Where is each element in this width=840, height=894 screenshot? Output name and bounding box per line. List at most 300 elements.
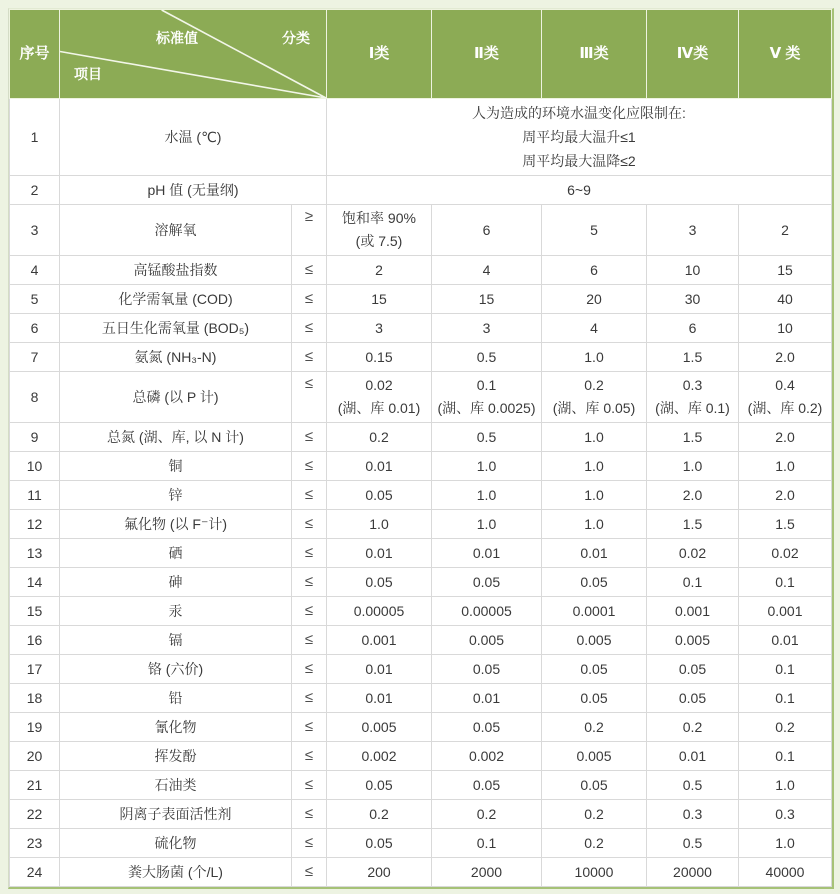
operator-cell: ≤ [292, 423, 327, 452]
value-line: 0.005 [361, 719, 397, 735]
row-number-cell: 21 [10, 771, 60, 800]
operator-cell: ≤ [292, 314, 327, 343]
row-number-cell: 5 [10, 285, 60, 314]
table-row [10, 800, 832, 829]
value-cell [432, 423, 542, 452]
value-line: 10000 [574, 864, 614, 880]
value-cell [739, 626, 832, 655]
value-cell [647, 256, 739, 285]
value-line: 1.0 [775, 835, 795, 851]
table-row [10, 858, 832, 887]
value-line: 0.1 [775, 574, 795, 590]
value-cell [739, 829, 832, 858]
water-quality-standards-table [9, 9, 832, 887]
value-cell [739, 256, 832, 285]
item-name-cell: 挥发酚 [60, 742, 292, 771]
value-cell [542, 742, 647, 771]
value-line: 30 [684, 291, 701, 307]
value-cell [739, 205, 832, 256]
header-index-cell: 序号 [10, 10, 60, 99]
table-row [10, 481, 832, 510]
item-name-cell: 高锰酸盐指数 [60, 256, 292, 285]
value-line: 20000 [673, 864, 712, 880]
value-cell [647, 800, 739, 829]
value-line: 0.001 [767, 603, 803, 619]
item-name-cell: 水温 (℃) [60, 99, 327, 176]
value-cell [327, 314, 432, 343]
header-class-4: Ⅳ类 [647, 10, 739, 99]
value-cell [739, 423, 832, 452]
operator-cell: ≤ [292, 372, 327, 423]
value-line: 0.05 [580, 661, 608, 677]
header-class-2: Ⅱ类 [432, 10, 542, 99]
table-row [10, 510, 832, 539]
value-line: 0.002 [361, 748, 397, 764]
item-name-cell: 锌 [60, 481, 292, 510]
value-cell [542, 800, 647, 829]
header-diagonal-cell [60, 10, 327, 99]
value-line: 2 [781, 222, 789, 238]
item-name-cell: 总氮 (湖、库, 以 N 计) [60, 423, 292, 452]
value-line: 15 [371, 291, 387, 307]
value-line: 3 [482, 320, 491, 336]
value-line: 0.2 [775, 719, 795, 735]
value-line: 20 [586, 291, 602, 307]
item-name-cell: 硒 [60, 539, 292, 568]
value-line: 0.01 [365, 690, 393, 706]
value-cell [432, 626, 542, 655]
header-item-label: 项目 [74, 66, 102, 82]
value-cell [542, 713, 647, 742]
value-cell [647, 597, 739, 626]
operator-cell: ≤ [292, 800, 327, 829]
header-class-3: Ⅲ类 [542, 10, 647, 99]
table-row [10, 343, 832, 372]
value-cell [327, 205, 432, 256]
value-cell [739, 343, 832, 372]
value-cell [542, 684, 647, 713]
value-line: 0.1 [775, 748, 795, 764]
table-row [10, 539, 832, 568]
value-line: 0.01 [365, 545, 393, 561]
value-cell [739, 481, 832, 510]
value-line: 15 [478, 291, 495, 307]
value-line: 1.5 [775, 516, 795, 532]
value-line: 6 [482, 222, 491, 238]
value-cell [327, 626, 432, 655]
value-cell [647, 510, 739, 539]
table-row [10, 314, 832, 343]
item-name-cell: 氨氮 (NH₃-N) [60, 343, 292, 372]
value-cell [542, 481, 647, 510]
item-name-cell: 镉 [60, 626, 292, 655]
value-line: 0.05 [365, 835, 393, 851]
row-number-cell: 22 [10, 800, 60, 829]
value-cell [327, 568, 432, 597]
item-name-cell: 五日生化需氧量 (BOD₅) [60, 314, 292, 343]
value-line: 0.01 [678, 748, 707, 764]
value-line: 0.5 [682, 777, 703, 793]
table-row [10, 742, 832, 771]
value-line: (湖、库 0.2) [747, 400, 823, 416]
value-cell [327, 771, 432, 800]
value-line: 0.1 [682, 574, 703, 590]
value-line: 1.0 [775, 777, 795, 793]
value-cell [542, 256, 647, 285]
row-number-cell: 16 [10, 626, 60, 655]
item-name-cell: 铅 [60, 684, 292, 713]
value-cell [739, 314, 832, 343]
table-row [10, 285, 832, 314]
value-cell [647, 626, 739, 655]
value-cell [542, 452, 647, 481]
value-cell [542, 372, 647, 423]
value-line: 3 [375, 320, 383, 336]
value-line: 2000 [470, 864, 503, 880]
diagonal-split-lines [60, 10, 326, 98]
value-line: 0.1 [476, 835, 497, 851]
value-cell [647, 314, 739, 343]
value-line: 0.01 [365, 661, 393, 677]
value-line: 0.5 [476, 349, 497, 365]
value-cell [647, 742, 739, 771]
value-cell [542, 771, 647, 800]
value-cell [739, 372, 832, 423]
value-line: 1.0 [682, 458, 703, 474]
row-number-cell: 6 [10, 314, 60, 343]
row-number-cell: 9 [10, 423, 60, 452]
value-cell [739, 713, 832, 742]
table-row [10, 771, 832, 800]
table-row [10, 626, 832, 655]
value-cell [647, 684, 739, 713]
value-cell [542, 858, 647, 887]
item-name-cell: 砷 [60, 568, 292, 597]
operator-cell: ≤ [292, 626, 327, 655]
merged-line: 人为造成的环境水温变化应限制在: [472, 105, 686, 121]
value-line: 2.0 [775, 429, 795, 445]
value-line: 0.005 [468, 632, 505, 648]
value-cell [647, 829, 739, 858]
item-name-cell: 阴离子表面活性剂 [60, 800, 292, 829]
value-line: 0.05 [472, 777, 501, 793]
item-name-cell: 化学需氧量 (COD) [60, 285, 292, 314]
value-cell [647, 858, 739, 887]
value-line: 5 [590, 222, 598, 238]
value-cell [432, 713, 542, 742]
row-number-cell: 1 [10, 99, 60, 176]
value-cell [327, 481, 432, 510]
value-line: 0.1 [775, 661, 795, 677]
table-row [10, 829, 832, 858]
value-line: 0.0001 [572, 603, 616, 619]
value-cell [432, 597, 542, 626]
value-line: 0.005 [576, 632, 612, 648]
value-line: 0.2 [584, 377, 604, 393]
table-row [10, 205, 832, 256]
value-cell [647, 481, 739, 510]
row-number-cell: 4 [10, 256, 60, 285]
value-line: (湖、库 0.05) [552, 400, 636, 416]
value-cell [432, 539, 542, 568]
row-number-cell: 15 [10, 597, 60, 626]
value-cell [542, 510, 647, 539]
row-number-cell: 11 [10, 481, 60, 510]
value-line: 2.0 [682, 487, 703, 503]
table-row [10, 176, 832, 205]
value-cell [432, 314, 542, 343]
value-cell [542, 343, 647, 372]
value-cell [739, 539, 832, 568]
value-cell [647, 452, 739, 481]
value-cell [542, 314, 647, 343]
item-name-cell: 石油类 [60, 771, 292, 800]
operator-cell: ≤ [292, 858, 327, 887]
value-cell [327, 510, 432, 539]
value-line: 0.01 [365, 458, 393, 474]
value-line: 0.001 [361, 632, 397, 648]
value-cell [327, 829, 432, 858]
item-name-cell: 铬 (六价) [60, 655, 292, 684]
value-line: 0.05 [580, 574, 608, 590]
value-line: 2.0 [775, 487, 795, 503]
value-line: 1.0 [369, 516, 389, 532]
value-line: 4 [482, 262, 491, 278]
value-cell [647, 343, 739, 372]
merged-line: 周平均最大温降≤2 [522, 153, 636, 169]
value-line: 2.0 [775, 349, 795, 365]
table-row [10, 256, 832, 285]
value-cell [432, 510, 542, 539]
value-cell [647, 568, 739, 597]
table-row [10, 99, 832, 176]
row-number-cell: 17 [10, 655, 60, 684]
water-quality-table-wrap [8, 8, 834, 889]
value-cell [432, 481, 542, 510]
value-cell [327, 713, 432, 742]
value-cell [647, 372, 739, 423]
value-line: 2 [375, 262, 383, 278]
row-number-cell: 14 [10, 568, 60, 597]
value-line: 1.5 [682, 516, 703, 532]
value-line: 0.2 [369, 429, 389, 445]
value-line: 饱和率 90% [342, 210, 416, 226]
value-cell [647, 423, 739, 452]
item-name-cell: pH 值 (无量纲) [60, 176, 327, 205]
value-line: 4 [590, 320, 598, 336]
operator-cell: ≤ [292, 510, 327, 539]
value-line: 0.005 [576, 748, 612, 764]
value-cell [739, 742, 832, 771]
item-name-cell: 硫化物 [60, 829, 292, 858]
table-row [10, 372, 832, 423]
value-cell [647, 771, 739, 800]
value-line: 0.05 [472, 719, 501, 735]
merged-value-cell [327, 99, 832, 176]
value-cell [739, 568, 832, 597]
item-name-cell: 氰化物 [60, 713, 292, 742]
value-line: 0.005 [674, 632, 711, 648]
value-line: 10 [684, 262, 701, 278]
row-number-cell: 7 [10, 343, 60, 372]
operator-cell: ≤ [292, 452, 327, 481]
value-cell [432, 829, 542, 858]
value-line: 0.05 [678, 690, 707, 706]
value-line: 0.05 [365, 574, 393, 590]
value-line: 0.05 [365, 777, 393, 793]
value-cell [542, 568, 647, 597]
operator-cell: ≤ [292, 713, 327, 742]
value-line: 0.3 [682, 806, 703, 822]
operator-cell: ≤ [292, 256, 327, 285]
row-number-cell: 20 [10, 742, 60, 771]
value-cell [432, 372, 542, 423]
value-cell [432, 452, 542, 481]
value-cell [739, 684, 832, 713]
item-name-cell: 溶解氧 [60, 205, 292, 256]
table-row [10, 713, 832, 742]
value-line: 0.05 [580, 690, 608, 706]
value-line: 1.5 [682, 429, 703, 445]
merged-line: 6~9 [567, 182, 591, 198]
value-cell [432, 742, 542, 771]
value-cell [739, 597, 832, 626]
item-name-cell: 氟化物 (以 F⁻计) [60, 510, 292, 539]
value-cell [327, 800, 432, 829]
item-name-cell: 铜 [60, 452, 292, 481]
value-line: 0.5 [682, 835, 703, 851]
item-name-cell: 汞 [60, 597, 292, 626]
value-cell [542, 626, 647, 655]
value-line: 0.4 [775, 377, 795, 393]
header-class-5: Ⅴ 类 [739, 10, 832, 99]
value-cell [647, 205, 739, 256]
value-cell [647, 655, 739, 684]
value-line: (湖、库 0.0025) [437, 400, 536, 416]
value-cell [327, 452, 432, 481]
value-line: 6 [688, 320, 697, 336]
value-line: 0.02 [771, 545, 799, 561]
value-line: 1.0 [476, 516, 497, 532]
operator-cell: ≤ [292, 539, 327, 568]
value-cell [739, 800, 832, 829]
value-cell [432, 858, 542, 887]
table-row [10, 684, 832, 713]
value-line: 40 [777, 291, 793, 307]
value-line: 0.3 [775, 806, 795, 822]
row-number-cell: 3 [10, 205, 60, 256]
value-line: 1.0 [584, 487, 604, 503]
value-line: 0.2 [682, 719, 703, 735]
value-cell [739, 771, 832, 800]
row-number-cell: 10 [10, 452, 60, 481]
value-line: 3 [688, 222, 697, 238]
operator-cell: ≤ [292, 655, 327, 684]
value-line: 0.01 [580, 545, 608, 561]
value-line: 0.00005 [353, 603, 405, 619]
value-cell [432, 684, 542, 713]
value-cell [327, 423, 432, 452]
value-cell [432, 568, 542, 597]
value-cell [432, 800, 542, 829]
table-row [10, 597, 832, 626]
value-cell [327, 655, 432, 684]
value-line: 1.0 [584, 349, 604, 365]
row-number-cell: 13 [10, 539, 60, 568]
value-cell [432, 655, 542, 684]
value-line: 0.002 [468, 748, 505, 764]
value-cell [739, 452, 832, 481]
value-cell [327, 372, 432, 423]
value-cell [327, 256, 432, 285]
value-line: 1.0 [476, 487, 497, 503]
value-line: 1.0 [584, 516, 604, 532]
value-cell [542, 539, 647, 568]
table-row [10, 568, 832, 597]
value-line: 0.2 [369, 806, 389, 822]
value-cell [647, 713, 739, 742]
value-cell [542, 597, 647, 626]
value-line: 0.02 [678, 545, 707, 561]
value-line: 0.1 [775, 690, 795, 706]
value-line: 1.0 [476, 458, 497, 474]
merged-line: 周平均最大温升≤1 [522, 129, 636, 145]
value-line: 0.01 [472, 545, 501, 561]
value-line: (湖、库 0.1) [655, 400, 730, 416]
value-cell [739, 285, 832, 314]
value-cell [647, 539, 739, 568]
operator-cell: ≤ [292, 481, 327, 510]
value-cell [432, 256, 542, 285]
value-line: 200 [367, 864, 391, 880]
value-line: 40000 [765, 864, 805, 880]
value-line: 6 [590, 262, 598, 278]
operator-cell: ≤ [292, 742, 327, 771]
value-cell [327, 343, 432, 372]
row-number-cell: 12 [10, 510, 60, 539]
row-number-cell: 19 [10, 713, 60, 742]
operator-cell: ≥ [292, 205, 327, 256]
value-cell [739, 858, 832, 887]
value-line: 0.05 [472, 574, 501, 590]
value-line: 0.1 [476, 377, 497, 393]
table-row [10, 655, 832, 684]
value-line: 1.0 [775, 458, 795, 474]
value-cell [432, 285, 542, 314]
value-line: 1.0 [584, 458, 604, 474]
header-classification-label: 分类 [282, 30, 310, 46]
value-line: 0.2 [476, 806, 497, 822]
header-class-1: Ⅰ类 [327, 10, 432, 99]
value-line: (湖、库 0.01) [337, 400, 421, 416]
table-row [10, 452, 832, 481]
row-number-cell: 23 [10, 829, 60, 858]
operator-cell: ≤ [292, 343, 327, 372]
value-cell [542, 655, 647, 684]
header-row [10, 10, 832, 99]
operator-cell: ≤ [292, 568, 327, 597]
value-line: 0.01 [771, 632, 799, 648]
value-line: 10 [777, 320, 793, 336]
row-number-cell: 2 [10, 176, 60, 205]
value-line: 0.05 [580, 777, 608, 793]
table-row [10, 423, 832, 452]
item-name-cell: 粪大肠菌 (个/L) [60, 858, 292, 887]
value-cell [647, 285, 739, 314]
operator-cell: ≤ [292, 285, 327, 314]
value-cell [542, 829, 647, 858]
value-line: 0.2 [584, 835, 604, 851]
